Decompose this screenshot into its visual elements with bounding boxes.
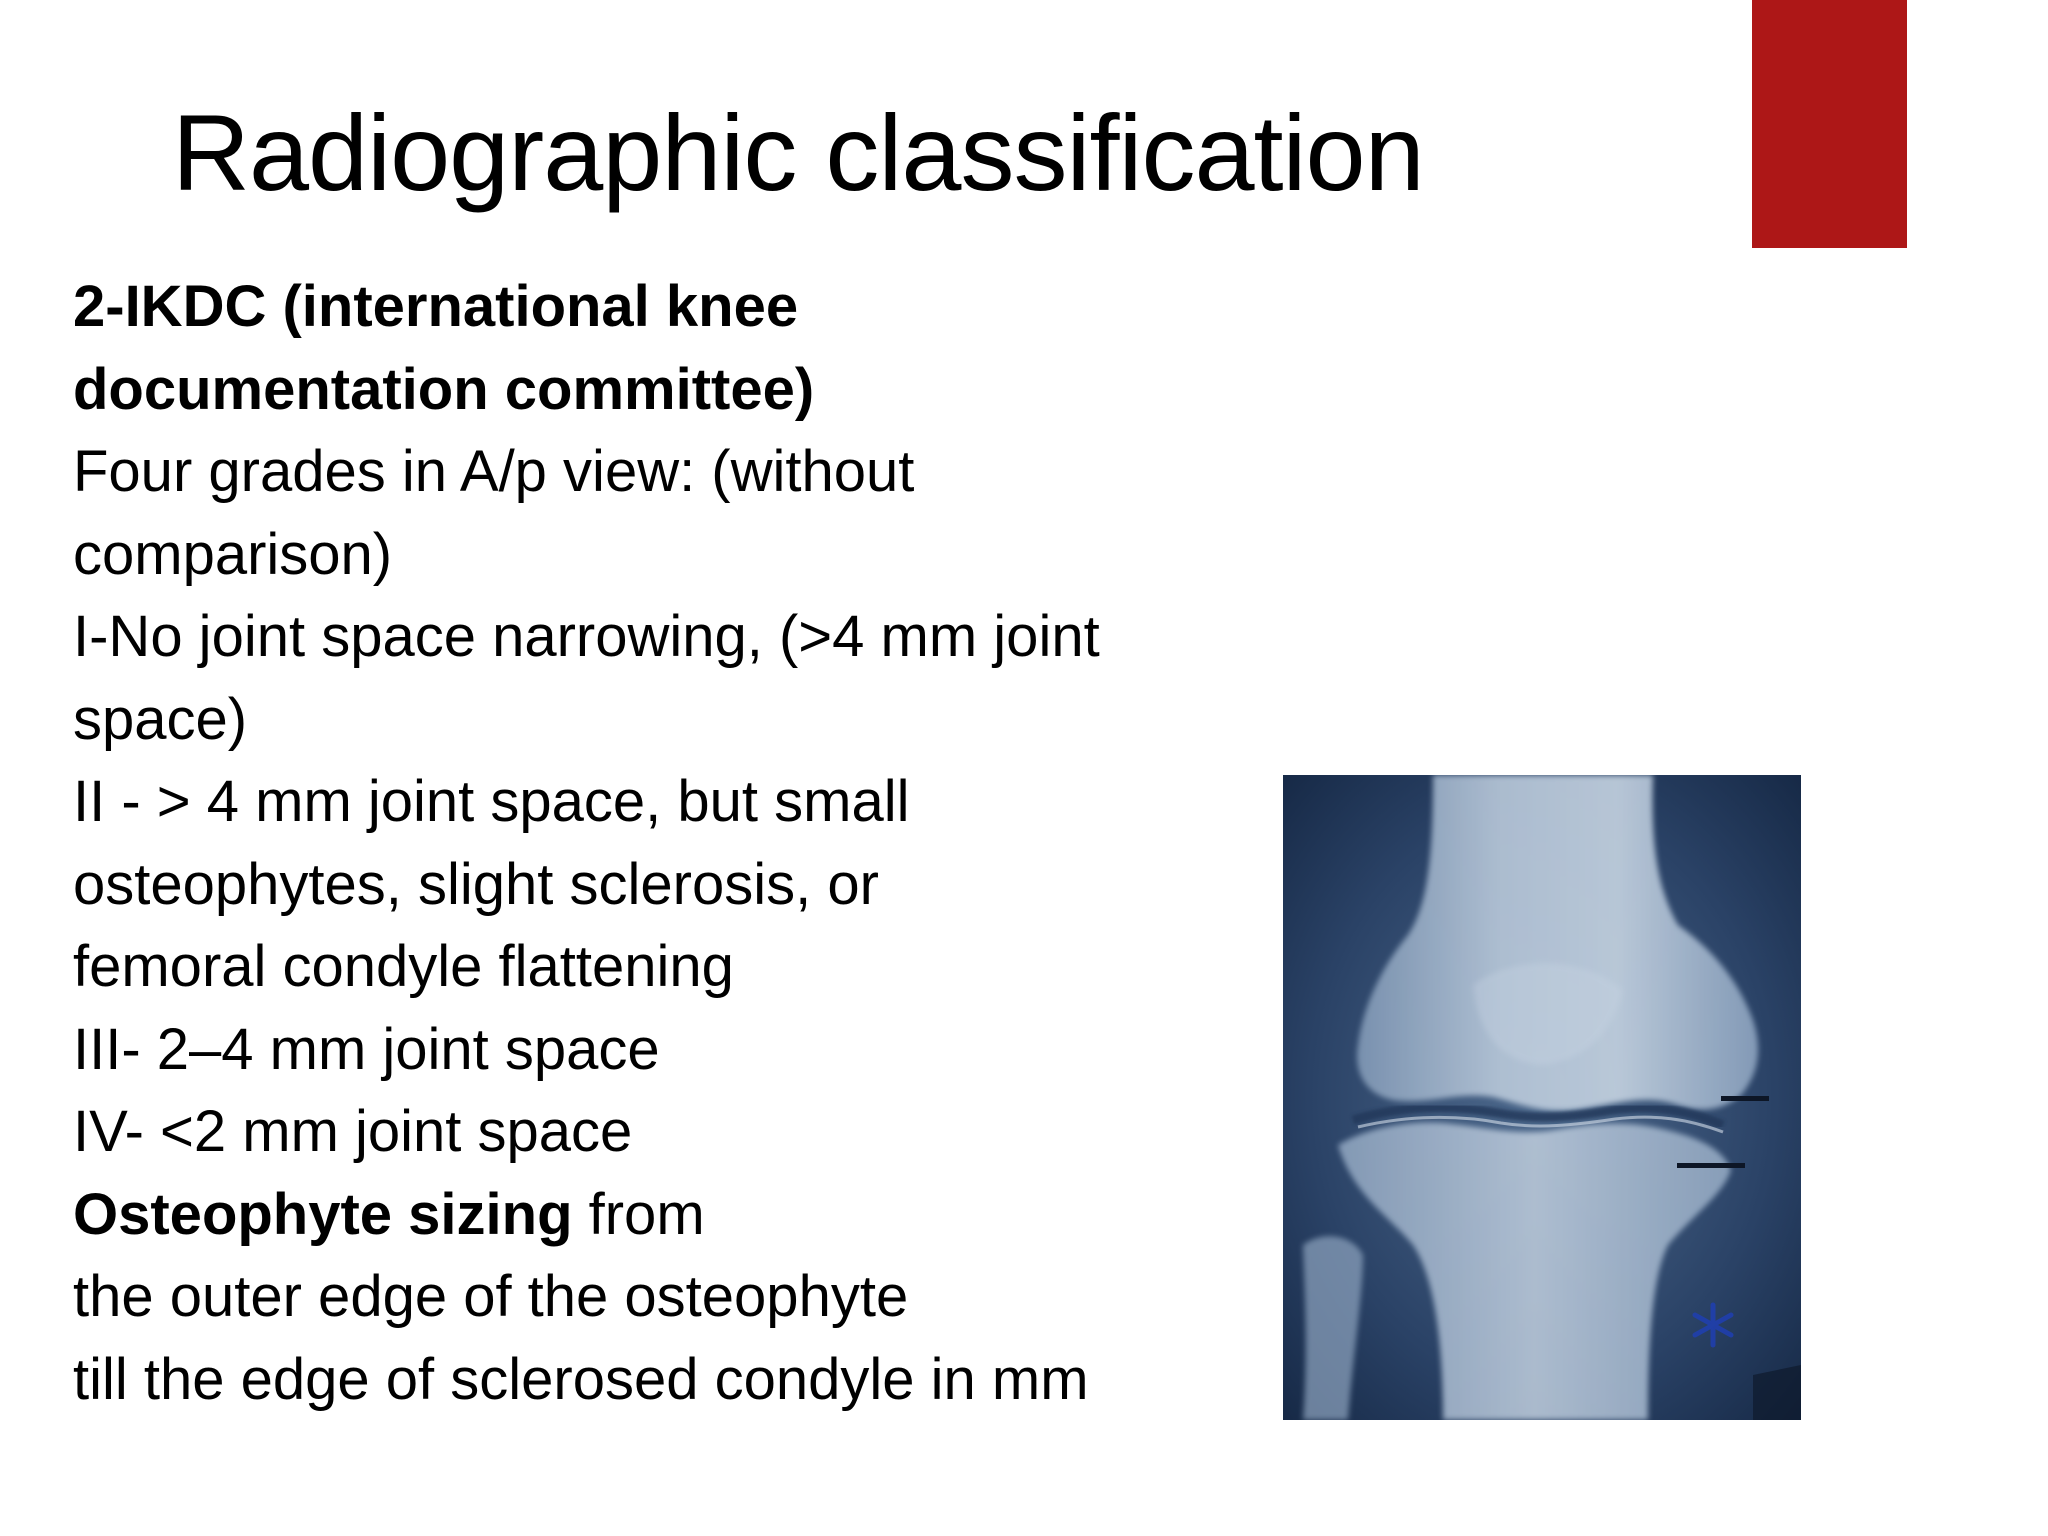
grade-2-line-cont: osteophytes, slight sclerosis, or [73,851,879,917]
heading-line-1: 2-IKDC (international knee [73,274,799,339]
slide-title: Radiographic classification [172,92,1424,213]
body-line: Four grades in A/p view: (without [73,439,915,504]
grade-2-line: II - > 4 mm joint space, but small [73,769,910,834]
accent-bar [1752,0,1907,248]
measure-mark-upper [1721,1096,1769,1101]
grade-4-line: IV- <2 mm joint space [73,1099,633,1164]
osteophyte-line [73,1174,1253,1257]
grade-2-line-cont: femoral condyle flattening [73,934,734,999]
measure-mark-lower [1677,1163,1745,1168]
heading-line-2: documentation committee) [73,356,815,422]
body-line: comparison) [73,521,393,587]
knee-xray-illustration [1283,775,1801,1420]
tail-line: till the edge of sclerosed condyle in mm [73,1346,1089,1412]
grade-3-line: III- 2–4 mm joint space [73,1016,660,1082]
grade-1-line: I-No joint space narrowing, (>4 mm joint [73,604,1100,669]
osteophyte-rest-text: from [572,1181,705,1247]
grade-1-line-cont: space) [73,686,248,752]
osteophyte-bold-text: Osteophyte sizing [73,1181,573,1247]
slide-body [73,266,1253,1421]
knee-xray-image [1283,775,1801,1420]
tail-line: the outer edge of the osteophyte [73,1264,909,1329]
